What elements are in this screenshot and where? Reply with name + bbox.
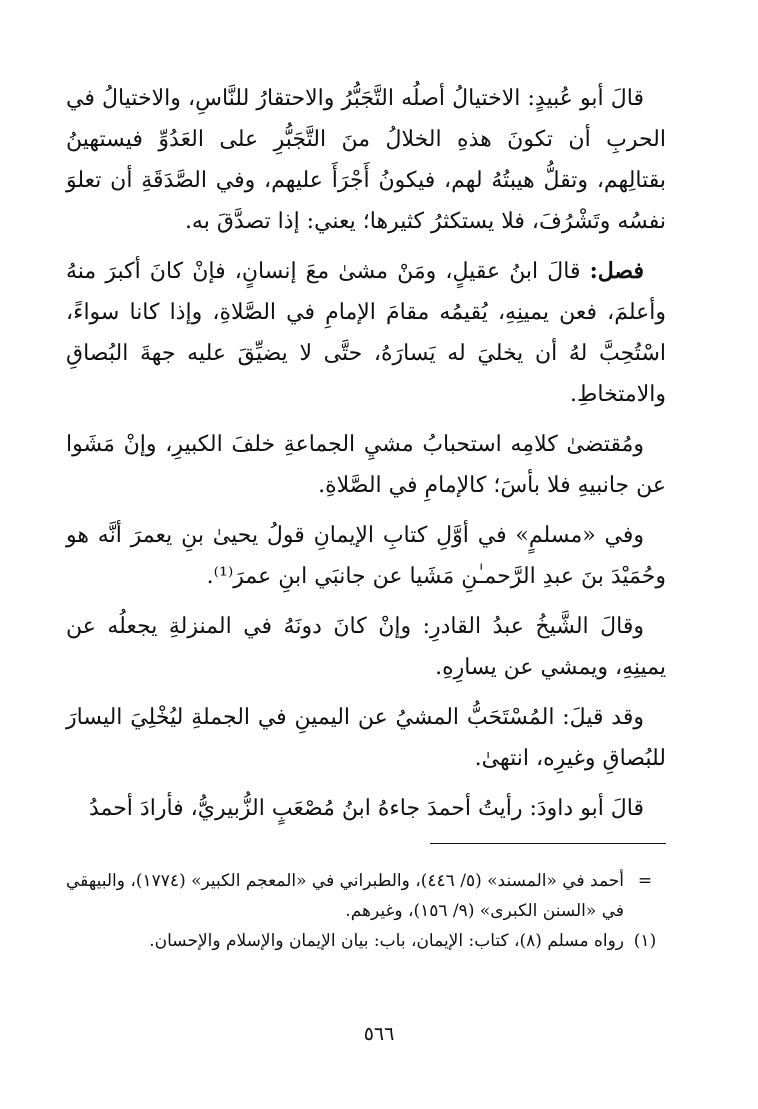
paragraph-qila: وقد قيلَ: المُسْتَحَبُّ المشيُ عن اليمينِ في الجملةِ ليُخْلِيَ اليسارَ للبُصاقِ وغيرِه، انتهىٰ. — [66, 705, 666, 771]
paragraph-muslim: وفي «مسلمٍ» في أوَّلِ كتابِ الإيمانِ قولُ يحيىٰ بنِ يعمرَ أنَّه هو وحُمَيْدَ بنَ عبدِ الرَّحمـٰنِ مَشَيا عن جانبَي ابنِ عمرَ⁽¹⁾. — [66, 523, 666, 589]
footnote-text: أحمد في «المسند» (٥/ ٤٤٦)، والطبراني في «المعجم الكبير» (١٧٧٤)، والبيهقي في «السنن الكبرى» (٩/ ١٥٦)، وغيرهم. — [66, 871, 625, 921]
section-label: فصل: — [589, 258, 644, 284]
footnote-text: رواه مسلم (٨)، كتاب: الإيمان، باب: بيان الإيمان والإسلام والإحسان. — [149, 931, 624, 951]
page-number: ٥٦٦ — [363, 1023, 395, 1045]
main-text — [66, 78, 666, 838]
paragraph-abu-dawud: قالَ أبو داودَ: رأيتُ أحمدَ جاءهُ ابنُ مُصْعَبٍ الزُّبيريُّ، فأرادَ أحمدُ — [88, 796, 644, 821]
paragraph-fasl — [66, 251, 666, 415]
footnote-1 — [66, 926, 666, 956]
paragraph-muqtada: ومُقتضىٰ كلامِه استحبابُ مشيِ الجماعةِ خلفَ الكبيرِ، وإنْ مَشَوا عن جانبيهِ فلا بأسَ؛ كالإمامِ في الصَّلاةِ. — [66, 432, 666, 498]
footnote-mark: = — [637, 871, 653, 891]
paragraph-abu-ubaid: قالَ أبو عُبيدٍ: الاختيالُ أصلُه التَّجَبُّرُ والاحتقارُ للنَّاسِ، والاختيالُ في الحربِ أن تكونَ هذهِ الخلالُ منَ التَّجَبُّرِ على العَدُوِّ فيستهينُ بقتالِهم، وتقلُّ هيبتُهُ لهم، فيكونُ أَجْرَأَ عليهم، وفي الصَّدَقَةِ أن تعلوَ نفسُه وتَشْرُفَ، فلا يستكثرُ كثيرها؛ يعني: إذا تصدَّقَ به. — [66, 86, 666, 234]
footnotes — [66, 866, 666, 956]
paragraph-abdulqadir: وقالَ الشَّيخُ عبدُ القادرِ: وإنْ كانَ دونَهُ في المنزلةِ يجعلُه عن يمينِهِ، ويمشي عن يسارِهِ. — [66, 614, 666, 680]
footnote-separator — [430, 843, 666, 844]
footnote-mark: (١) — [633, 931, 657, 951]
footnote-continuation — [66, 866, 666, 926]
paragraph-fasl-text: قالَ ابنُ عقيلٍ، ومَنْ مشىٰ معَ إنسانٍ، فإنْ كانَ أكبرَ منهُ وأعلمَ، فعن يمينِهِ، يُقيمُه مقامَ الإمامِ في الصَّلاةِ، وإذا كانا سواءً، اسْتُحِبَّ لهُ أن يخليَ له يَسارَهُ، حتَّى لا يضيِّقَ عليه جهةَ البُصاقِ والامتخاطِ. — [66, 259, 666, 407]
